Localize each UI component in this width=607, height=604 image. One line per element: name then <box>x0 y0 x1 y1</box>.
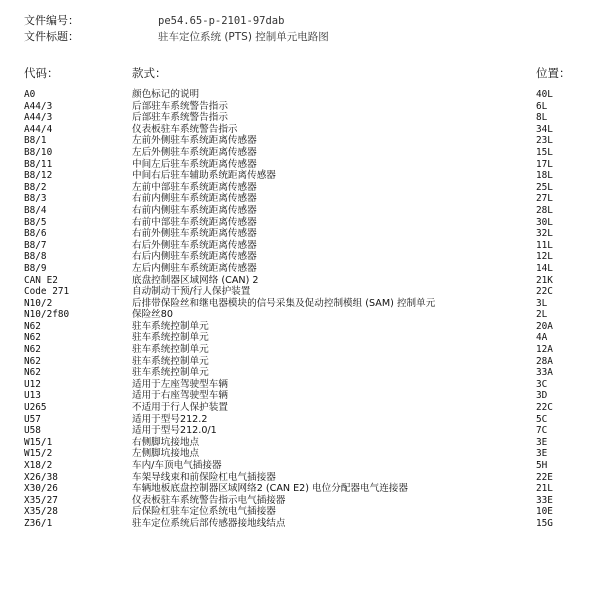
row-description: 左前外侧驻车系统距离传感器 <box>132 135 257 147</box>
table-row <box>0 437 607 449</box>
row-position: 7C <box>536 425 548 437</box>
table-row <box>0 193 607 205</box>
row-description: 后保险杠驻车定位系统电气插接器 <box>132 506 276 518</box>
row-position: 30L <box>536 216 553 228</box>
row-description: 车内/车顶电气插接器 <box>132 460 222 471</box>
row-code: U57 <box>24 413 41 425</box>
row-position: 3E <box>536 436 548 448</box>
row-description: 车架导线束和前保险杠电气插接器 <box>132 471 276 483</box>
row-code: A44/4 <box>24 123 53 135</box>
column-header-description: 款式： <box>132 66 167 80</box>
row-position: 10E <box>536 506 553 518</box>
row-position: 5C <box>536 413 548 425</box>
row-code: X35/28 <box>24 506 58 518</box>
table-row <box>0 101 607 113</box>
table-row <box>0 263 607 275</box>
row-position: 2L <box>536 309 548 321</box>
table-row <box>0 182 607 194</box>
table-row <box>0 390 607 402</box>
table-row <box>0 217 607 229</box>
row-description: 后排带保险丝和继电器模块的信号采集及促动控制模组 (SAM) 控制单元 <box>132 297 436 309</box>
row-code: B8/5 <box>24 216 47 228</box>
row-description: 不适用于行人保护装置 <box>132 402 228 414</box>
table-row <box>0 275 607 287</box>
table-row <box>0 286 607 298</box>
table-row <box>0 159 607 171</box>
row-description: 驻车系统控制单元 <box>132 320 209 332</box>
row-description: 中间左后驻车系统距离传感器 <box>132 158 257 170</box>
row-position: 18L <box>536 170 553 182</box>
row-position: 22C <box>536 286 553 298</box>
legend-table <box>0 89 607 530</box>
row-position: 21K <box>536 274 553 286</box>
table-row <box>0 321 607 333</box>
row-code: U13 <box>24 390 41 402</box>
table-row <box>0 309 607 321</box>
row-description: 中间右后驻车辅助系统距离传感器 <box>132 170 276 182</box>
row-description: 驻车定位系统后部传感器接地线结点 <box>132 517 286 529</box>
row-position: 22E <box>536 471 553 483</box>
row-description: 底盘控制器区域网络 (CAN) 2 <box>132 274 259 286</box>
table-row <box>0 147 607 159</box>
row-position: 3D <box>536 390 548 402</box>
doc-number-label: 文件编号： <box>24 14 79 27</box>
table-row <box>0 495 607 507</box>
table-row <box>0 356 607 368</box>
row-code: B8/8 <box>24 251 47 263</box>
row-position: 34L <box>536 123 553 135</box>
row-position: 17L <box>536 158 553 170</box>
row-code: B8/3 <box>24 193 47 205</box>
row-code: W15/2 <box>24 448 53 460</box>
row-code: X18/2 <box>24 460 53 471</box>
row-position: 25L <box>536 181 553 193</box>
row-position: 28A <box>536 355 553 367</box>
row-description: 左后内侧驻车系统距离传感器 <box>132 262 257 274</box>
table-row <box>0 379 607 391</box>
row-code: A0 <box>24 89 36 100</box>
row-position: 6L <box>536 100 548 112</box>
row-code: B8/11 <box>24 158 53 170</box>
row-description: 适用于左座驾驶型车辆 <box>132 378 228 390</box>
row-code: W15/1 <box>24 436 53 448</box>
row-description: 驻车系统控制单元 <box>132 332 209 344</box>
row-position: 15L <box>536 146 553 158</box>
table-row <box>0 414 607 426</box>
row-code: B8/2 <box>24 181 47 193</box>
row-code: B8/6 <box>24 228 47 240</box>
row-position: 23L <box>536 135 553 147</box>
row-position: 32L <box>536 228 553 240</box>
row-code: X30/26 <box>24 483 58 495</box>
row-position: 12A <box>536 344 553 356</box>
column-header-position: 位置： <box>536 66 571 80</box>
table-row <box>0 228 607 240</box>
row-code: B8/4 <box>24 204 47 216</box>
row-description: 右前内侧驻车系统距离传感器 <box>132 193 257 205</box>
row-description: 后部驻车系统警告指示 <box>132 100 228 112</box>
row-position: 12L <box>536 251 553 263</box>
table-row <box>0 425 607 437</box>
row-description: 仪表板驻车系统警告指示 <box>132 123 238 135</box>
row-code: N10/2 <box>24 297 53 309</box>
row-description: 适用于右座驾驶型车辆 <box>132 390 228 402</box>
table-row <box>0 518 607 530</box>
table-row <box>0 460 607 472</box>
row-code: N62 <box>24 355 41 367</box>
row-position: 22C <box>536 402 553 414</box>
row-description: 右前内侧驻车系统距离传感器 <box>132 204 257 216</box>
row-description: 左前中部驻车系统距离传感器 <box>132 181 257 193</box>
row-code: B8/10 <box>24 146 53 158</box>
row-description: 驻车系统控制单元 <box>132 355 209 367</box>
row-position: 21L <box>536 483 553 495</box>
row-position: 33A <box>536 367 553 379</box>
table-row <box>0 170 607 182</box>
doc-title-label: 文件标题： <box>24 30 79 43</box>
row-position: 8L <box>536 112 548 124</box>
row-description: 保险丝80 <box>132 309 173 321</box>
row-code: Z36/1 <box>24 517 53 529</box>
row-code: B8/12 <box>24 170 53 182</box>
table-row <box>0 367 607 379</box>
row-description: 左侧脚坑接地点 <box>132 448 200 460</box>
row-position: 5H <box>536 460 548 471</box>
row-code: Code 271 <box>24 286 70 298</box>
table-row <box>0 205 607 217</box>
row-position: 15G <box>536 517 553 529</box>
table-row <box>0 448 607 460</box>
row-position: 3E <box>536 448 548 460</box>
row-code: CAN E2 <box>24 274 58 286</box>
row-code: N62 <box>24 320 41 332</box>
row-description: 右前中部驻车系统距离传感器 <box>132 216 257 228</box>
table-row <box>0 135 607 147</box>
row-code: N62 <box>24 332 41 344</box>
row-code: B8/9 <box>24 262 47 274</box>
row-description: 仪表板驻车系统警告指示电气插接器 <box>132 494 286 506</box>
row-description: 驻车系统控制单元 <box>132 344 209 356</box>
row-position: 28L <box>536 204 553 216</box>
doc-number-line <box>24 14 284 28</box>
table-row <box>0 124 607 136</box>
table-row <box>0 344 607 356</box>
row-code: N62 <box>24 344 41 356</box>
table-row <box>0 112 607 124</box>
row-code: A44/3 <box>24 112 53 124</box>
row-position: 3L <box>536 297 548 309</box>
table-row <box>0 240 607 252</box>
table-row <box>0 251 607 263</box>
row-code: N10/2f80 <box>24 309 70 321</box>
row-description: 右后外侧驻车系统距离传感器 <box>132 239 257 251</box>
row-description: 左后外侧驻车系统距离传感器 <box>132 146 257 158</box>
row-code: B8/1 <box>24 135 47 147</box>
row-code: X35/27 <box>24 494 58 506</box>
table-row <box>0 89 607 101</box>
row-description: 右后内侧驻车系统距离传感器 <box>132 251 257 263</box>
table-row <box>0 483 607 495</box>
row-code: U58 <box>24 425 41 437</box>
row-position: 20A <box>536 320 553 332</box>
row-position: 40L <box>536 89 553 100</box>
row-description: 适用于型号212.0/1 <box>132 425 217 437</box>
row-code: U265 <box>24 402 47 414</box>
row-code: B8/7 <box>24 239 47 251</box>
row-description: 颜色标记的说明 <box>132 89 200 100</box>
row-description: 右前外侧驻车系统距离传感器 <box>132 228 257 240</box>
row-description: 右侧脚坑接地点 <box>132 436 200 448</box>
table-row <box>0 332 607 344</box>
row-code: X26/38 <box>24 471 58 483</box>
row-position: 27L <box>536 193 553 205</box>
row-position: 14L <box>536 262 553 274</box>
row-description: 适用于型号212.2 <box>132 413 208 425</box>
row-position: 33E <box>536 494 553 506</box>
doc-title-value: 驻车定位系统 (PTS) 控制单元电路图 <box>158 31 329 43</box>
row-code: N62 <box>24 367 41 379</box>
doc-title-line <box>24 30 329 44</box>
column-header-code: 代码： <box>24 66 59 80</box>
row-description: 后部驻车系统警告指示 <box>132 112 228 124</box>
row-position: 3C <box>536 378 548 390</box>
table-row <box>0 506 607 518</box>
row-code: U12 <box>24 378 41 390</box>
doc-number-value: pe54.65-p-2101-97dab <box>158 15 285 27</box>
row-position: 4A <box>536 332 548 344</box>
table-row <box>0 402 607 414</box>
row-code: A44/3 <box>24 100 53 112</box>
row-description: 车辆地板底盘控制器区域网络2 (CAN E2) 电位分配器电气连接器 <box>132 483 408 495</box>
table-row <box>0 472 607 484</box>
row-position: 11L <box>536 239 553 251</box>
row-description: 驻车系统控制单元 <box>132 367 209 379</box>
row-description: 自动制动干预/行人保护装置 <box>132 286 251 298</box>
table-row <box>0 298 607 310</box>
